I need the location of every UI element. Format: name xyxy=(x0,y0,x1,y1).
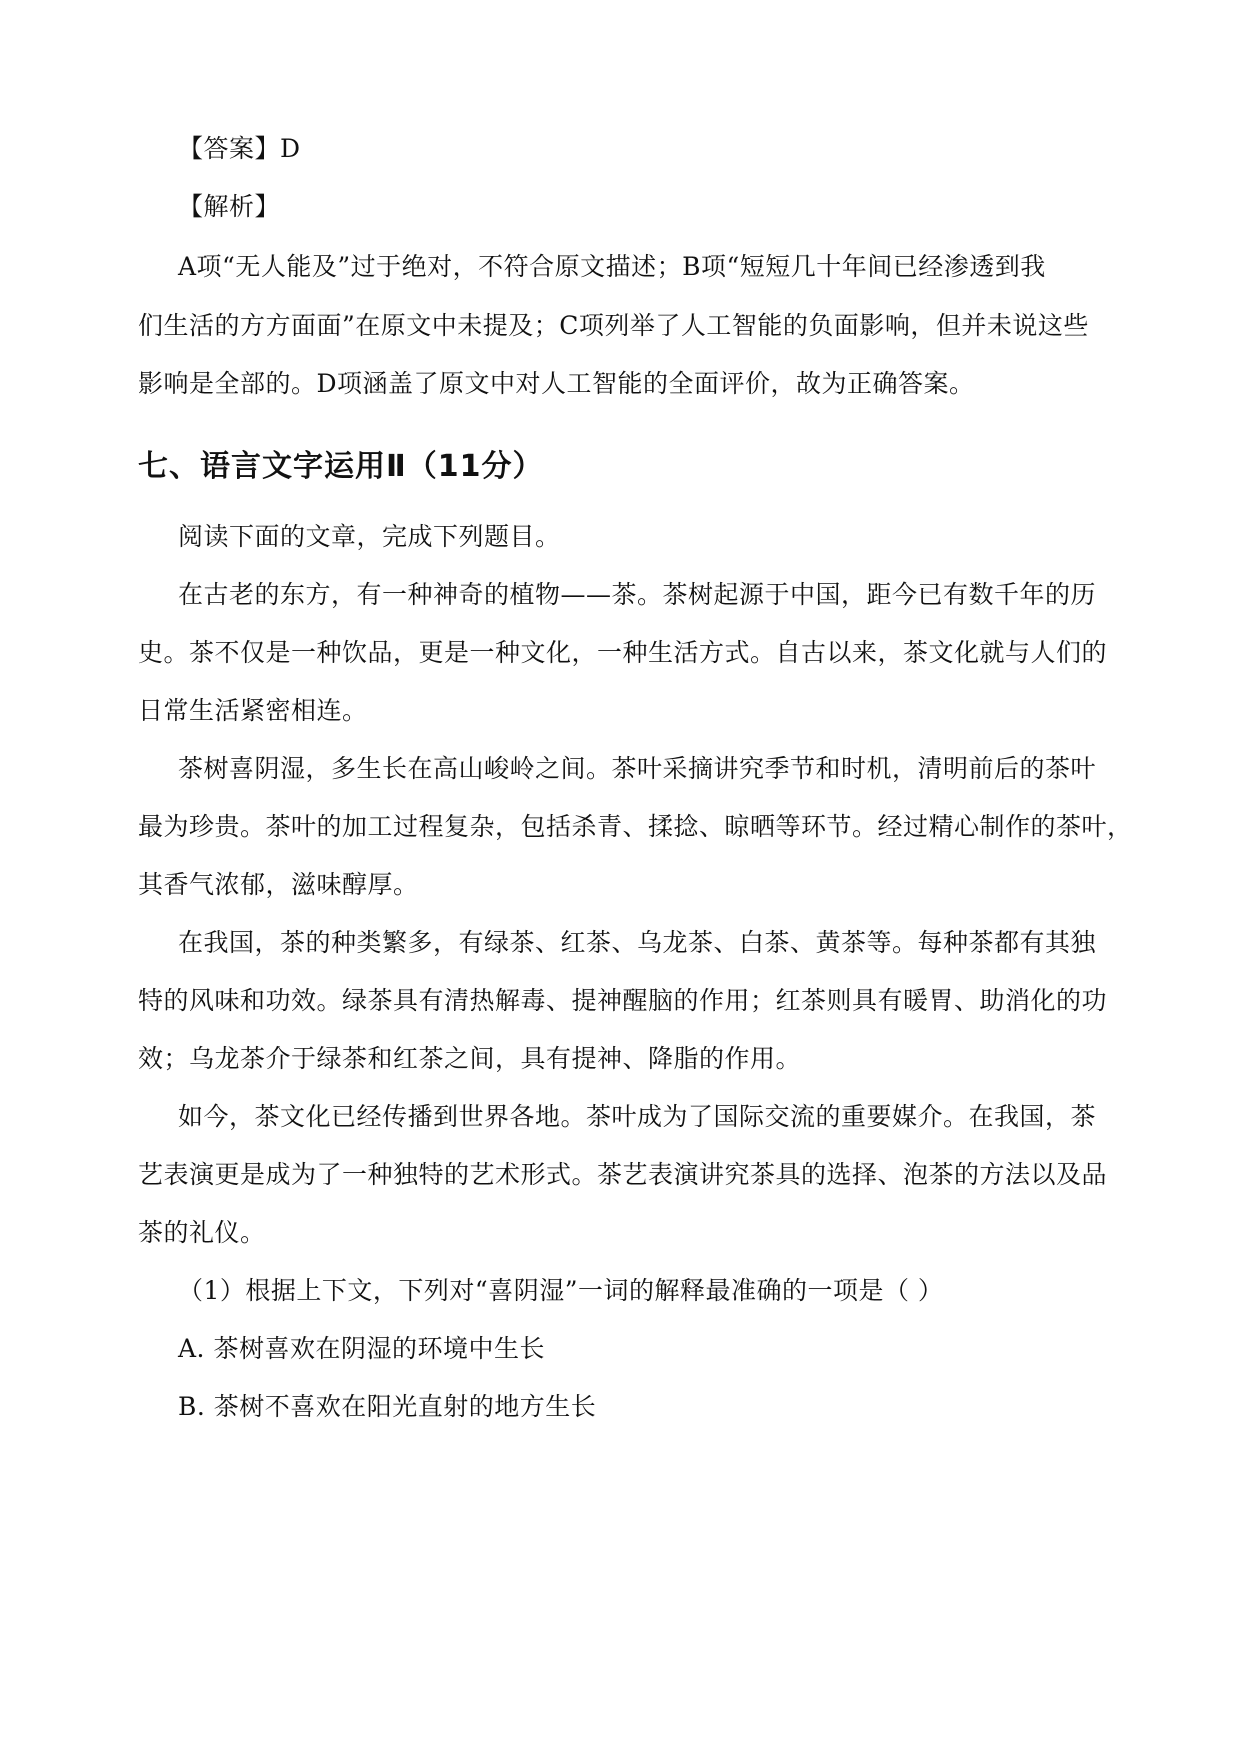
analysis-line-1: A项“无人能及”过于绝对，不符合原文描述；B项“短短几十年间已经渗透到我 xyxy=(178,252,1046,281)
analysis-label: 【解析】 xyxy=(178,192,281,221)
paragraph-1-line-2: 史。茶不仅是一种饮品，更是一种文化，一种生活方式。自古以来，茶文化就与人们的 xyxy=(138,638,1108,667)
reading-instruction: 阅读下面的文章，完成下列题目。 xyxy=(178,522,561,551)
paragraph-3-line-3: 效；乌龙茶介于绿茶和红茶之间，具有提神、降脂的作用。 xyxy=(138,1044,802,1073)
paragraph-2-line-1: 茶树喜阴湿，多生长在高山峻岭之间。茶叶采摘讲究季节和时机，清明前后的茶叶 xyxy=(178,754,1097,783)
paragraph-2-line-2: 最为珍贵。茶叶的加工过程复杂，包括杀青、揉捻、晾晒等环节。经过精心制作的茶叶， xyxy=(138,812,1133,841)
paragraph-1-line-3: 日常生活紧密相连。 xyxy=(138,696,368,725)
question-1-option-b: B. 茶树不喜欢在阳光直射的地方生长 xyxy=(178,1392,597,1421)
analysis-line-2: 们生活的方方面面”在原文中未提及；C项列举了人工智能的负面影响，但并未说这些 xyxy=(138,311,1089,340)
paragraph-3-line-1: 在我国，茶的种类繁多，有绿茶、红茶、乌龙茶、白茶、黄茶等。每种茶都有其独 xyxy=(178,928,1097,957)
analysis-line-3: 影响是全部的。D项涵盖了原文中对人工智能的全面评价，故为正确答案。 xyxy=(138,369,975,398)
paragraph-4-line-2: 艺表演更是成为了一种独特的艺术形式。茶艺表演讲究茶具的选择、泡茶的方法以及品 xyxy=(138,1160,1108,1189)
paragraph-2-line-3: 其香气浓郁，滋味醇厚。 xyxy=(138,870,419,899)
question-1-stem: （1）根据上下文，下列对“喜阴湿”一词的解释最准确的一项是（ ） xyxy=(178,1276,944,1305)
answer-label: 【答案】D xyxy=(178,134,301,163)
paragraph-1-line-1: 在古老的东方，有一种神奇的植物——茶。茶树起源于中国，距今已有数千年的历 xyxy=(178,580,1097,609)
paragraph-3-line-2: 特的风味和功效。绿茶具有清热解毒、提神醒脑的作用；红茶则具有暖胃、助消化的功 xyxy=(138,986,1108,1015)
section-title: 七、语言文字运用Ⅱ（11分） xyxy=(138,449,544,484)
question-1-option-a: A. 茶树喜欢在阴湿的环境中生长 xyxy=(178,1334,545,1363)
paragraph-4-line-3: 茶的礼仪。 xyxy=(138,1218,266,1247)
paragraph-4-line-1: 如今，茶文化已经传播到世界各地。茶叶成为了国际交流的重要媒介。在我国，茶 xyxy=(178,1102,1097,1131)
